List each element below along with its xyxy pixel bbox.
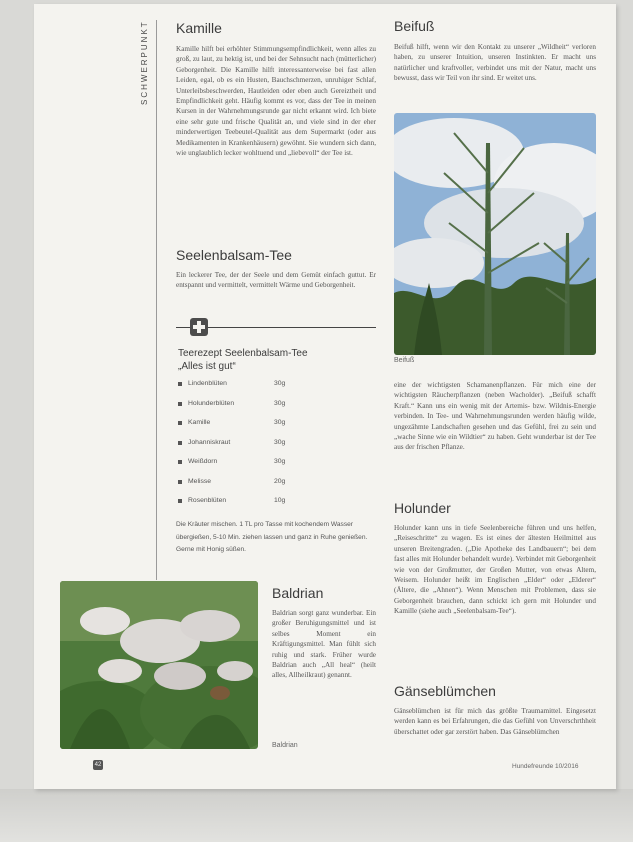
bullet-icon (178, 382, 182, 386)
ingredient-list (178, 380, 288, 517)
recipe-title (178, 347, 308, 373)
ingredient-item: Kamille 30g (178, 419, 288, 439)
bullet-icon (178, 480, 182, 484)
recipe-title-line1: Teerezept Seelenbalsam-Tee (178, 348, 308, 359)
ingredient-item: Weißdorn 30g (178, 458, 288, 478)
section-label: SCHWERPUNKT (140, 20, 149, 105)
holunder-text: Holunder kann uns in tiefe Seelenbereiche führen und uns helfen, „Reiseschritte“ zu wagen. Es ist eines der ältesten Heilmittel aus unseren Breitengraden. („Die Apotheke des Landbauern“; bei dem fast alles mit Holunder behandelt wurde). Verbindet mit Geborgenheit wie von der Großmutter, der Großen Mutter, von etwas Altem, Weisem. Holunder heißt im Englischen „Elder“ oder „Elderer“ (Ältere, die „Ahnen“). Wenn Menschen mit Problemen, dass sie Geborgenheit brauchen, dann schickt ich gern mit Holunder und Kamille (siehe auch „Seelenbalsam-Tee“). (394, 524, 596, 616)
beifuss-image (394, 113, 596, 355)
baldrian-photo (60, 581, 258, 749)
beifuss-text-top: Beifuß hilft, wenn wir den Kontakt zu unserer „Wildheit“ verloren haben, zu unserer Intuition, unseren Instinkten. Er macht uns natürlicher und kraftvoller, verbindet uns mit der Natur, macht uns bewusst, dass wir Teil von ihr sind. Er weitet uns. (394, 43, 596, 83)
bullet-icon (178, 499, 182, 503)
beifuss-photo (394, 113, 596, 355)
beifuss-caption: Beifuß (394, 357, 415, 364)
recipe-instructions: Die Kräuter mischen. 1 TL pro Tasse mit kochendem Wasser übergießen, 5-10 Min. ziehen lassen und ganz in Ruhe genießen. Gerne mit Honig süßen. (176, 521, 368, 554)
bullet-icon (178, 402, 182, 406)
seelenbalsam-text: Ein leckerer Tee, der der Seele und dem Gemüt einfach guttut. Er entspannt und vermittelt, vermittelt Wärme und Geborgenheit. (176, 271, 376, 290)
plus-icon (190, 318, 208, 336)
ingredient-item: Johanniskraut 30g (178, 439, 288, 459)
seelenbalsam-heading: Seelenbalsam-Tee (176, 247, 292, 263)
ingredient-item: Lindenblüten 30g (178, 380, 288, 400)
bullet-icon (178, 460, 182, 464)
bullet-icon (178, 441, 182, 445)
ingredient-item: Rosenblüten 10g (178, 497, 288, 517)
holunder-heading: Holunder (394, 500, 451, 516)
section-divider (156, 20, 157, 580)
beifuss-heading: Beifuß (394, 18, 435, 34)
kamille-text: Kamille hilft bei erhöhter Stimmungsempfindlichkeit, wenn alles zu groß, zu laut, zu hektig ist, und bei der Sehnsucht nach (mütterlicher) Geborgenheit. Die Kamille hilft interessanterweise bei fast allen Leiden, egal, ob es ein Husten, Bauchschmerzen, unruhiger Schlaf, Unterleibsbeschwerden, Hautleiden oder eben auch Gereiztheit und Empfindlichkeit geht. Häufig kommt es vor, dass der Tee in meinen Kursen in der Wahrnehmungsrunde gar nicht erkannt wird. Ich biete eine sehr gute und frische Qualität an, und viele sind in der eher minderwertigen Teebeutel-Qualität aus dem Supermarkt (oder aus Medikamenten in Krankenhäusern) gewöhnt. Sie wundern sich dann, wie unglaublich lecker wohltuend und „liebevoll“ der Tee ist. (176, 45, 376, 158)
ingredient-item: Melisse 20g (178, 478, 288, 498)
ingredient-item: Holunderblüten 30g (178, 400, 288, 420)
bullet-icon (178, 421, 182, 425)
gaensebluemchen-text: Gänseblümchen ist für mich das größte Traumamittel. Eingesetzt werden kann es bei Erfahrungen, die das Gefühl von Unverschrthheit überschattet oder gar zerstört haben. Das Gänseblümchen (394, 707, 596, 736)
baldrian-heading: Baldrian (272, 585, 324, 601)
scan-background (0, 789, 633, 842)
beifuss-text-bottom: eine der wichtigsten Schamanenpflanzen. Für mich eine der wichtigsten Räucherpflanzen (neben Wacholder). „Beifuß schafft Kraft.“ Kann uns ein wenig mit der Artemis- bzw. Wildnis-Energie verbinden. In Tee- und Wahrnehmungsrunden werden häufig wilde, ungezähmte Landschaften gesehen und das Gefühl, frei zu sein und „wache Sinne wie ein Wildtier“ zu haben. Geht wunderbar ist der Tee aus der frischen Pflanze. (394, 381, 596, 452)
baldrian-image (60, 581, 258, 749)
gaensebluemchen-heading: Gänseblümchen (394, 683, 496, 699)
baldrian-text: Baldrian sorgt ganz wunderbar. Ein großer Beruhigungsmittel und ist selbes Moment ein Kräftigungsmittel. Man fühlt sich ruhig und stark. Früher wurde Baldrian auch „All heal“ (heilt alles, Allheilkraut) genannt. (272, 609, 376, 680)
page-number: 42 (94, 762, 102, 768)
issue-label: Hundefreunde 10/2016 (512, 763, 579, 770)
kamille-heading: Kamille (176, 20, 222, 36)
baldrian-caption: Baldrian (272, 742, 298, 749)
recipe-title-line2: „Alles ist gut“ (178, 361, 236, 372)
